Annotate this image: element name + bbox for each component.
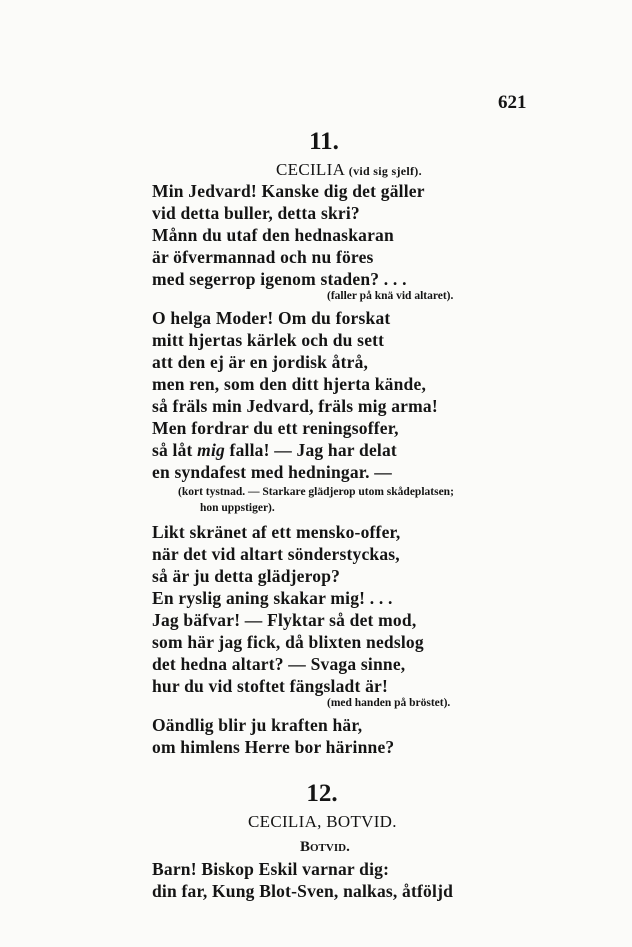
italic-word: mig [197,440,225,460]
page-number: 621 [498,92,527,113]
scene-11-heading [276,160,422,180]
verse-line: din far, Kung Blot-Sven, nalkas, åtföljd [152,881,454,901]
verse-line: så är ju detta glädjerop? [152,566,341,586]
stage-direction: (kort tystnad. — Starkare glädjerop utom skådeplatsen; [178,486,454,498]
verse-line: En ryslig aning skakar mig! . . . [152,588,393,608]
verse-line: Barn! Biskop Eskil varnar dig: [152,859,390,879]
stage-direction: (vid sig sjelf). [348,164,422,178]
scene-12-heading: CECILIA, BOTVID. [248,812,397,831]
verse-line: att den ej är en jordisk åtrå, [152,352,369,372]
verse-line: en syndafest med hedningar. — [152,462,392,482]
verse-line: det hedna altart? — Svaga sinne, [152,654,406,674]
verse-line: med segerrop igenom staden? . . . [152,269,407,289]
verse-line: Månn du utaf den hednaskaran [152,225,394,245]
verse-text: falla! — Jag har delat [224,440,397,460]
verse-line: Men fordrar du ett reningsoffer, [152,418,399,438]
verse-text: så låt [152,440,198,460]
verse-line: men ren, som den ditt hjerta kände, [152,374,427,394]
verse-line: Jag bäfvar! — Flyktar så det mod, [152,610,417,630]
verse-line: är öfvermannad och nu föres [152,247,374,267]
verse-line: O helga Moder! Om du forskat [152,308,391,328]
verse-line: Likt skränet af ett mensko-offer, [152,522,401,542]
scene-number-11: 11. [309,128,339,155]
verse-line: vid detta buller, detta skri? [152,203,360,223]
speaker-name: Botvid. [300,839,350,855]
verse-line: Oändlig blir ju kraften här, [152,715,363,735]
stage-direction: (med handen på bröstet). [327,697,451,709]
stage-direction: (faller på knä vid altaret). [327,290,454,302]
speaker-name: CECILIA [276,160,345,179]
verse-line: Min Jedvard! Kanske dig det gäller [152,181,425,201]
verse-line: som här jag fick, då blixten nedslog [152,632,424,652]
stage-direction: hon uppstiger). [200,502,275,514]
verse-line: hur du vid stoftet fängsladt är! [152,676,389,696]
verse-line: så fräls min Jedvard, fräls mig arma! [152,396,438,416]
verse-line: mitt hjertas kärlek och du sett [152,330,385,350]
scene-number-12: 12. [306,780,338,807]
verse-line-with-italic [152,440,397,461]
verse-line: om himlens Herre bor härinne? [152,737,395,757]
verse-line: när det vid altart sönderstyckas, [152,544,400,564]
